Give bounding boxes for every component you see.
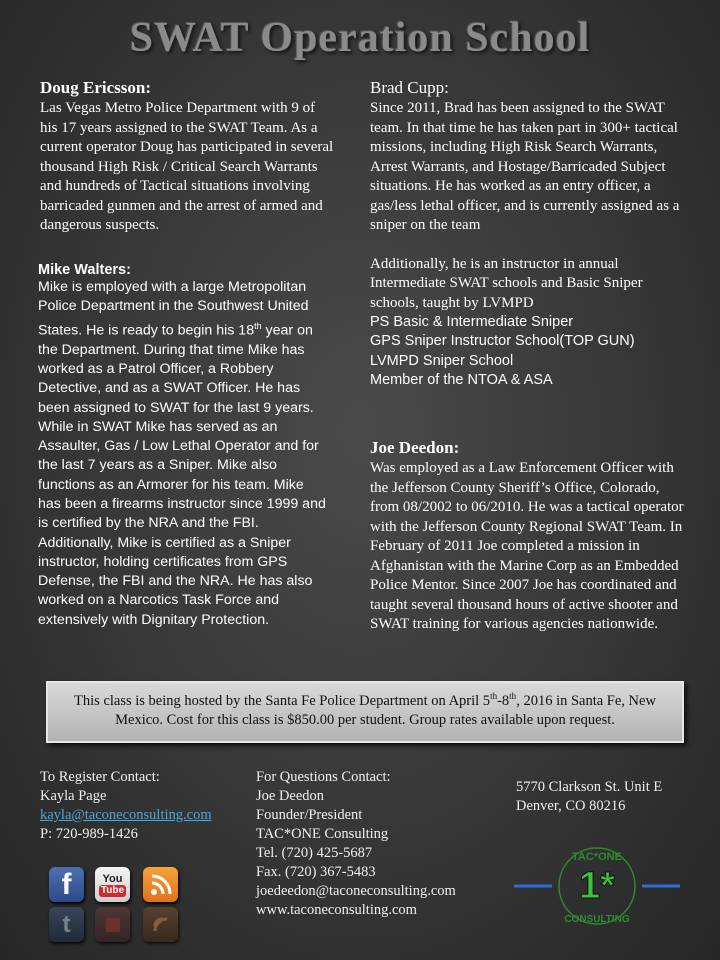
logo-mark: 1*: [579, 865, 615, 907]
bio-mike: [38, 262, 328, 630]
myspace-icon[interactable]: [95, 907, 130, 942]
bio-text-brad-2: Additionally, he is an instructor in annual Intermediate SWAT schools and Basic Sniper schools, taught by LVMPD: [370, 255, 643, 311]
facebook-icon[interactable]: f: [49, 867, 84, 902]
address-line2: Denver, CO 80216: [516, 798, 626, 814]
bio-name-joe: Joe Deedon:: [370, 438, 460, 457]
questions-role: Founder/President: [256, 807, 363, 823]
questions-fax: Fax. (720) 367-5483: [256, 864, 376, 880]
bio-text-doug: Las Vegas Metro Police Department with 9 of his 17 years assigned to the SWAT Team. As a current operator Doug has participated in several thousand High Risk / Critical Search Warrants and hundreds of Tactical situations involving barricaded gunmen and the arrest of armed and dangerous suspects.: [40, 100, 334, 233]
register-phone: P: 720-989-1426: [40, 826, 138, 842]
logo-text-bottom: CONSULTING: [564, 914, 630, 925]
bio-text-joe: Was employed as a Law Enforcement Officer with the Jefferson County Sheriff’s Office, Colorado, from 08/2002 to 06/2010. He was a tactical operator with the Jefferson County Regional SWAT Team. In February of 2011 Joe completed a mission in Afghanistan with the Marine Corp as an Embedded Police Mentor. Since 2007 Joe has coordinated and taught several thousand hours of active shooter and SWAT training for various agencies nationwide.: [370, 460, 684, 632]
rss-icon[interactable]: [143, 867, 178, 902]
questions-email: joedeedon@taconeconsulting.com: [256, 883, 456, 899]
bio-text-mike: Mike is employed with a large Metropolitan Police Department in the Southwest United States. He is ready to begin his 18th year on the Department. During that time Mike has worked as a Patrol Officer, a Robbery Detective, and as a SWAT Officer. He has been assigned to SWAT for the last 9 years. While in SWAT Mike has served as an Assaulter, Gas / Low Lethal Operator and for the last 7 years as a Sniper. Mike also functions as an Armorer for his team. Mike has been a firearms instructor since 1999 and is certified by the NRA and the FBI. Additionally, Mike is certified as a Sniper instructor, holding certificates from GPS Defense, the FBI and the NRA. He has also worked on a Narcotics Task Force and extensively with Dignitary Protection.: [38, 279, 326, 628]
bio-brad: [370, 78, 685, 390]
register-email-link[interactable]: kayla@taconeconsulting.com: [40, 807, 212, 823]
questions-name: Joe Deedon: [256, 788, 325, 804]
questions-heading: For Questions Contact:: [256, 769, 391, 785]
tumblr-icon[interactable]: t: [49, 907, 84, 942]
questions-web: www.taconeconsulting.com: [256, 902, 417, 918]
register-contact: [40, 768, 250, 844]
questions-contact: [256, 768, 506, 920]
register-name: Kayla Page: [40, 788, 107, 804]
bio-name-doug: Doug Ericsson:: [40, 78, 151, 97]
bio-joe: [370, 438, 685, 635]
feed-icon[interactable]: [143, 907, 178, 942]
bio-name-mike: Mike Walters:: [38, 262, 131, 278]
class-notice: This class is being hosted by the Santa Fe Police Department on April 5th-8th, 2016 in Santa Fe, New Mexico. Cost for this class is $850.00 per student. Group rates available upon request.: [46, 681, 684, 743]
questions-tel: Tel. (720) 425-5687: [256, 845, 373, 861]
tacone-logo: [512, 838, 682, 934]
list-item: GPS Sniper Instructor School(TOP GUN): [370, 333, 635, 350]
bio-name-brad: Brad Cupp:: [370, 78, 449, 97]
questions-company: TAC*ONE Consulting: [256, 826, 389, 842]
address: [516, 778, 706, 816]
list-item: PS Basic & Intermediate Sniper: [370, 314, 574, 330]
logo-text-top: TAC*ONE: [572, 851, 622, 863]
youtube-icon[interactable]: You Tube: [95, 867, 130, 902]
register-heading: To Register Contact:: [40, 769, 160, 785]
list-item: LVMPD Sniper School: [370, 352, 514, 369]
bio-text-brad: Since 2011, Brad has been assigned to the SWAT team. In that time he has taken part in 300+ tactical missions, including High Risk Search Warrants, Arrest Warrants, and Hostage/Barricaded Subject situations. He has worked as an entry officer, a gas/less lethal officer, and is currently assigned as a sniper on the team: [370, 100, 680, 233]
brad-cert-list: [370, 313, 685, 390]
bio-doug: [40, 78, 335, 236]
address-line1: 5770 Clarkson St. Unit E: [516, 779, 663, 795]
list-item: Member of the NTOA & ASA: [370, 371, 553, 388]
page-title: SWAT Operation School: [129, 15, 591, 61]
